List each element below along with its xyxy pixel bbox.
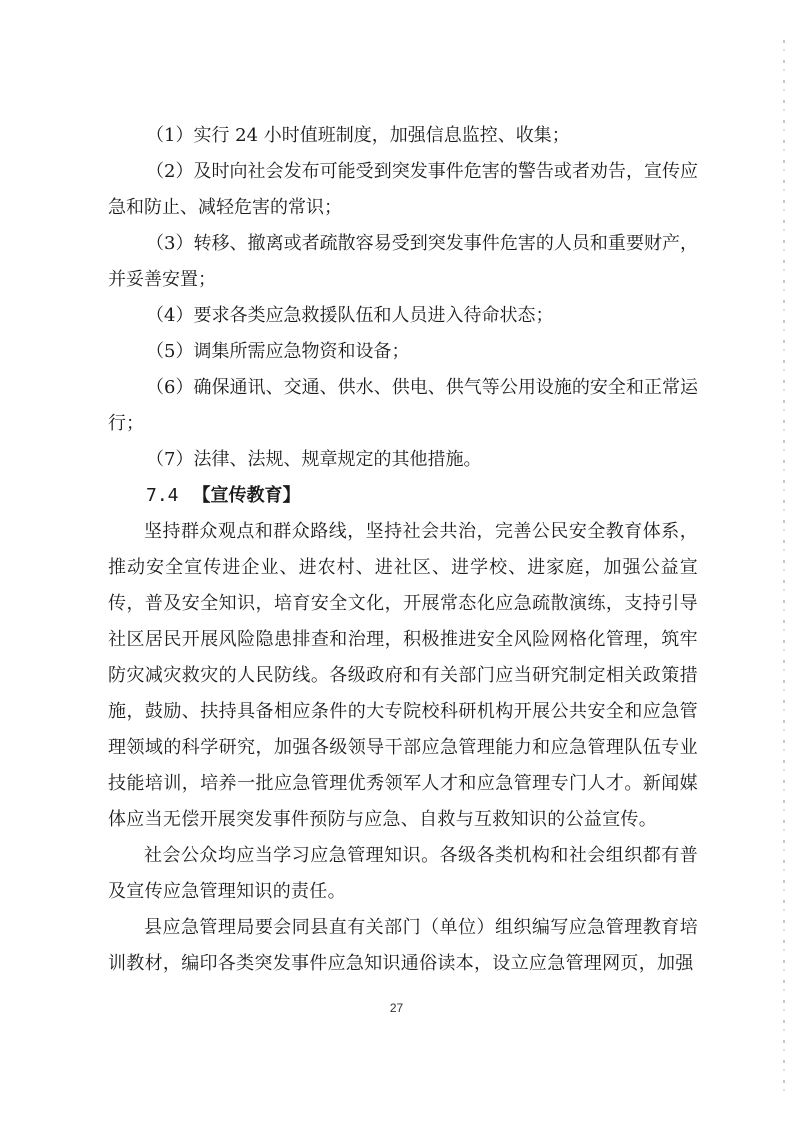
- scan-edge-artifact: [783, 40, 785, 1100]
- paragraph-publicity: 坚持群众观点和群众路线，坚持社会共治，完善公民安全教育体系，推动安全宣传进企业、进农村、进社区、进学校、进家庭，加强公益宣传，普及安全知识，培育安全文化，开展常态化应急疏散演练，支持引导社区居民开展风险隐患排查和治理，积极推进安全风险网格化管理，筑牢防灾减灾救灾的人民防线。各级政府和有关部门应当研究制定相关政策措施，鼓励、扶持具备相应条件的大专院校科研机构开展公共安全和应急管理领域的科学研究，加强各级领导干部应急管理能力和应急管理队伍专业技能培训，培养一批应急管理优秀领军人才和应急管理专门人才。新闻媒体应当无偿开展突发事件预防与应急、自救与互救知识的公益宣传。: [108, 521, 698, 830]
- measure-item-2: （2）及时向社会发布可能受到突发事件危害的警告或者劝告，宣传应急和防止、减轻危害的常识；: [108, 161, 698, 218]
- section-number: 7.4: [146, 485, 179, 506]
- section-title: 【宣传教育】: [192, 485, 301, 506]
- measure-item-5: （5）调集所需应急物资和设备；: [146, 341, 410, 362]
- paragraph-public-learning: 社会公众均应当学习应急管理知识。各级各类机构和社会组织都有普及宣传应急管理知识的责任。: [108, 845, 698, 902]
- page-number: 27: [389, 1001, 404, 1015]
- document-body: [108, 118, 698, 982]
- measure-item-4: （4）要求各类应急救援队伍和人员进入待命状态；: [146, 305, 554, 326]
- measure-item-7: （7）法律、法规、规章规定的其他措施。: [146, 449, 482, 470]
- measure-item-1: （1）实行 24 小时值班制度，加强信息监控、收集；: [146, 125, 570, 146]
- paragraph-training-materials: 县应急管理局要会同县直有关部门（单位）组织编写应急管理教育培训教材，编印各类突发事件应急知识通俗读本，设立应急管理网页，加强: [108, 917, 698, 974]
- section-heading: [108, 478, 698, 514]
- measure-item-6: （6）确保通讯、交通、供水、供电、供气等公用设施的安全和正常运行；: [108, 377, 698, 434]
- measure-item-3: （3）转移、撤离或者疏散容易受到突发事件危害的人员和重要财产，并妥善安置；: [108, 233, 698, 290]
